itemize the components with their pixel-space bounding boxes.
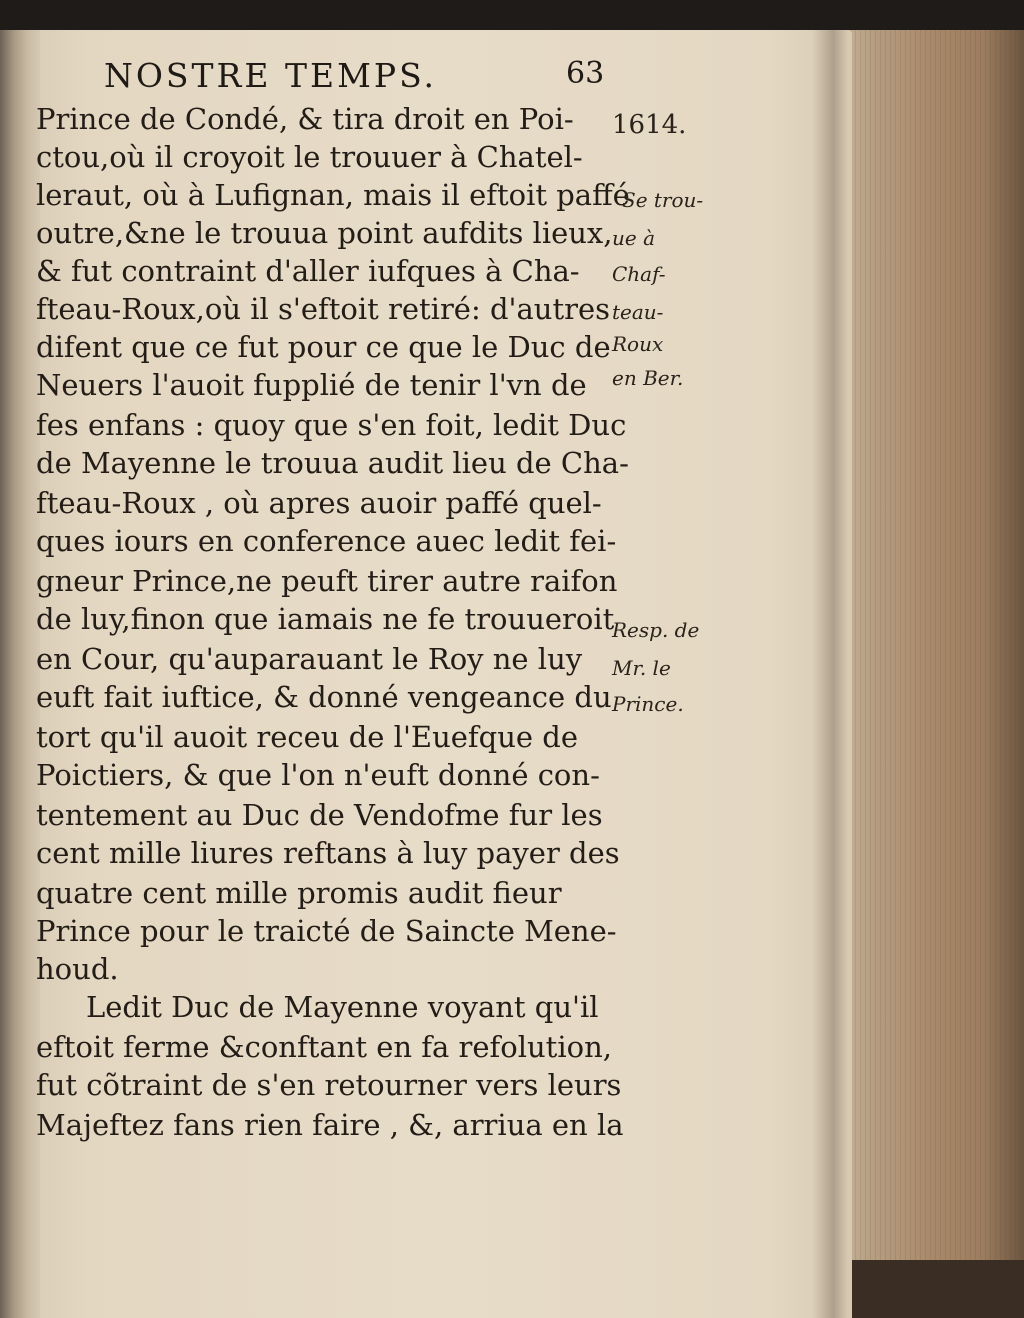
text-line: outre,&ne le trouua point aufdits lieux, [36, 216, 613, 250]
text-line: houd. [36, 952, 119, 986]
text-line: Majeftez fans rien faire , &, arriua en la [36, 1108, 624, 1142]
text-line: tort qu'il auoit receu de l'Euefque de [36, 720, 579, 754]
margin-note-line: Resp. de [612, 618, 700, 642]
text-line: eftoit ferme &conftant en fa refolution, [36, 1030, 612, 1064]
text-line: cent mille liures reftans à luy payer des [36, 836, 620, 870]
page-fold [812, 30, 848, 1318]
margin-note-line: teau- [612, 300, 664, 324]
text-line: quatre cent mille promis audit fieur [36, 876, 562, 910]
text-line: de Mayenne le trouua audit lieu de Cha- [36, 446, 629, 480]
text-line: Ledit Duc de Mayenne voyant qu'il [86, 990, 599, 1024]
margin-note-line: ue à [612, 226, 655, 250]
text-line: tentement au Duc de Vendofme fur les [36, 798, 603, 832]
margin-note-line: en Ber. [612, 366, 684, 390]
text-line: leraut, où à Lufignan, mais il eftoit paffé [36, 178, 630, 212]
text-line: ques iours en conference auec ledit fei- [36, 524, 617, 558]
text-line: gneur Prince,ne peuft tirer autre raifon [36, 564, 618, 598]
gutter [0, 30, 40, 1318]
text-line: & fut contraint d'aller iufques à Cha- [36, 254, 580, 288]
running-title: NOSTRE TEMPS. [104, 56, 437, 95]
text-line: Prince pour le traicté de Saincte Mene- [36, 914, 617, 948]
margin-year: 1614. [612, 110, 687, 140]
text-line: fes enfans : quoy que s'en foit, ledit Duc [36, 408, 627, 442]
margin-note-line: Chaf- [612, 262, 666, 286]
margin-note-line: Se trou- [622, 188, 704, 212]
text-line: fteau-Roux,où il s'eftoit retiré: d'autres [36, 292, 611, 326]
text-line: euft fait iuftice, & donné vengeance du [36, 680, 612, 714]
text-line: fteau-Roux , où apres auoir paffé quel- [36, 486, 602, 520]
page-number: 63 [566, 56, 605, 91]
text-line: en Cour, qu'auparauant le Roy ne luy [36, 642, 583, 676]
text-line: Neuers l'auoit fupplié de tenir l'vn de [36, 368, 587, 402]
margin-note-line: Roux [612, 332, 664, 356]
text-line: Prince de Condé, & tira droit en Poi- [36, 102, 574, 136]
text-line: difent que ce fut pour ce que le Duc de [36, 330, 611, 364]
text-line: ctou,où il croyoit le trouuer à Chatel- [36, 140, 583, 174]
text-line: Poictiers, & que l'on n'euft donné con- [36, 758, 600, 792]
margin-note-line: Prince. [612, 692, 684, 716]
margin-note-line: Mr. le [612, 656, 671, 680]
text-line: fut cõtraint de s'en retourner vers leurs [36, 1068, 622, 1102]
text-line: de luy,finon que iamais ne fe trouueroit [36, 602, 615, 636]
